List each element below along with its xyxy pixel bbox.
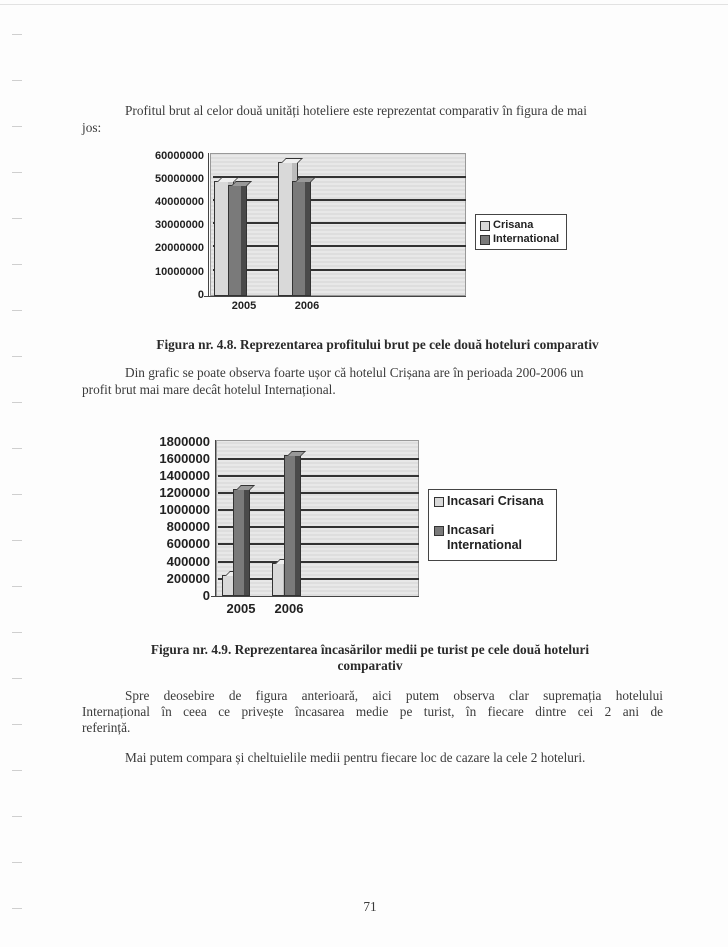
margin-mark (12, 310, 22, 311)
margin-mark (12, 908, 22, 909)
chart-legend (428, 489, 557, 561)
x-label-2005: 2005 (226, 601, 256, 616)
figure-caption-4-8: Figura nr. 4.8. Reprezentarea profitului brut pe cele două hoteluri comparativ (156, 337, 599, 352)
paragraph-analysis-1-cont: profit brut mai mare decât hotelul Internațional. (82, 382, 336, 397)
bar-incasari-international-2006 (284, 455, 296, 596)
y-tick: 1000000 (159, 502, 210, 517)
margin-mark (12, 586, 22, 587)
gridline (218, 475, 419, 477)
margin-mark (12, 448, 22, 449)
gridline (213, 245, 466, 247)
margin-mark (12, 80, 22, 81)
bar-crisana-2006 (278, 162, 293, 296)
legend-swatch-crisana (480, 221, 490, 231)
margin-mark (12, 172, 22, 173)
gridline (213, 222, 466, 224)
legend-item-incasari-international: Incasari International (434, 523, 551, 553)
legend-item-incasari-crisana: Incasari Crisana (434, 494, 551, 509)
y-tick: 200000 (166, 571, 210, 586)
legend-swatch-international (434, 526, 444, 536)
gridline (213, 176, 466, 178)
paragraph-analysis-1: Din grafic se poate observa foarte ușor că hotelul Crișana are în perioada 200-2006 un (125, 365, 584, 380)
paragraph-next-topic: Mai putem compara și cheltuielile medii pentru fiecare loc de cazare la cele 2 hoteluri. (125, 750, 586, 765)
y-tick: 800000 (166, 519, 210, 534)
figure-caption-4-9: Figura nr. 4.9. Reprezentarea încasărilor medii pe turist pe cele două hoteluri (150, 642, 590, 657)
bar-international-2005 (228, 185, 242, 296)
legend-item-crisana: Crisana (480, 218, 562, 232)
page-top-edge (0, 4, 728, 5)
paragraph-analysis-2: Spre deosebire de figura anterioară, aici putem observa clar supremația hotelului (125, 688, 663, 703)
margin-mark (12, 678, 22, 679)
margin-mark (12, 34, 22, 35)
legend-swatch-international (480, 235, 490, 245)
bar-crisana-2005 (214, 181, 229, 296)
y-tick: 50000000 (155, 173, 204, 185)
page-number: 71 (363, 899, 377, 914)
chart-legend (475, 214, 567, 250)
y-tick: 10000000 (155, 266, 204, 278)
x-label-2006: 2006 (294, 300, 320, 312)
margin-mark (12, 494, 22, 495)
y-tick: 60000000 (155, 150, 204, 162)
margin-mark (12, 724, 22, 725)
y-tick: 0 (197, 289, 204, 301)
y-tick: 1200000 (159, 485, 210, 500)
bar-international-2006 (292, 181, 306, 296)
y-tick: 20000000 (155, 242, 204, 254)
y-axis (208, 153, 209, 297)
y-tick: 1400000 (159, 468, 210, 483)
gridline (213, 199, 466, 201)
paragraph-intro: Profitul brut al celor două unități hoteliere este reprezentat comparativ în figura de mai (125, 103, 587, 118)
margin-mark (12, 356, 22, 357)
y-tick: 600000 (166, 536, 210, 551)
legend-item-international: International (480, 232, 562, 246)
x-label-2005: 2005 (231, 300, 257, 312)
paragraph-analysis-2-cont: Internațional în ceea ce privește încasarea medie pe turist, în fiecare dintre cei 2 ani de (82, 704, 663, 719)
x-axis (211, 596, 419, 597)
margin-mark (12, 862, 22, 863)
paragraph-analysis-2-end: referință. (82, 720, 131, 735)
x-axis (204, 296, 466, 297)
margin-mark (12, 402, 22, 403)
x-label-2006: 2006 (274, 601, 304, 616)
bar-incasari-crisana-2006 (272, 563, 284, 596)
margin-mark (12, 632, 22, 633)
margin-mark (12, 770, 22, 771)
y-tick: 40000000 (155, 196, 204, 208)
margin-mark (12, 126, 22, 127)
figure-caption-4-9-cont: comparativ (337, 658, 403, 673)
y-tick: 30000000 (155, 219, 204, 231)
y-tick: 1600000 (159, 451, 210, 466)
y-tick: 1800000 (159, 434, 210, 449)
paragraph-intro-cont: jos: (82, 120, 102, 135)
gridline (218, 458, 419, 460)
gridline (213, 269, 466, 271)
y-tick: 400000 (166, 554, 210, 569)
margin-mark (12, 540, 22, 541)
margin-mark (12, 264, 22, 265)
legend-swatch-crisana (434, 497, 444, 507)
margin-mark (12, 816, 22, 817)
y-axis (215, 440, 216, 597)
margin-mark (12, 218, 22, 219)
bar-incasari-international-2005 (233, 489, 245, 596)
y-tick: 0 (202, 588, 210, 603)
